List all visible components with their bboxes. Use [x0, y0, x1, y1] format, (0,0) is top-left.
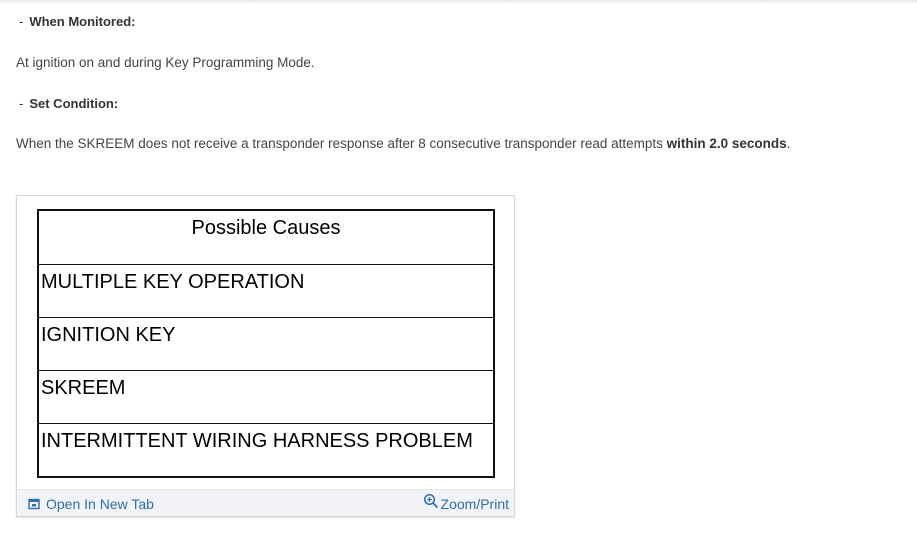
set-condition-text-main: When the SKREEM does not receive a transponder response after 8 consecutive transponder read attempts	[16, 136, 667, 151]
open-in-new-tab-link[interactable]	[28, 496, 154, 512]
open-new-tab-icon	[28, 498, 40, 510]
cause-row: INTERMITTENT WIRING HARNESS PROBLEM	[39, 423, 493, 476]
possible-causes-figure	[16, 195, 515, 517]
zoom-print-link[interactable]	[423, 496, 509, 512]
possible-causes-title: Possible Causes	[191, 217, 341, 239]
set-condition-label: Set Condition:	[29, 96, 119, 111]
top-edge-shadow	[0, 0, 917, 4]
bullet-dash: -	[19, 14, 24, 29]
zoom-in-icon	[423, 493, 439, 509]
when-monitored-text: At ignition on and during Key Programming Mode.	[16, 55, 315, 70]
set-condition-heading	[16, 96, 118, 111]
cause-row: SKREEM	[39, 370, 493, 423]
cause-row: IGNITION KEY	[39, 317, 493, 370]
set-condition-text-emphasis: within 2.0 seconds	[666, 136, 787, 151]
set-condition-text	[16, 136, 790, 151]
set-condition-text-end: .	[786, 136, 791, 151]
bullet-dash: -	[19, 96, 24, 111]
possible-causes-table	[37, 209, 495, 478]
open-in-new-tab-label: Open In New Tab	[46, 496, 154, 512]
zoom-print-label: Zoom/Print	[440, 496, 509, 512]
figure-footer	[17, 489, 514, 516]
when-monitored-heading	[16, 14, 136, 29]
cause-row: MULTIPLE KEY OPERATION	[39, 264, 493, 317]
when-monitored-label: When Monitored:	[29, 14, 136, 29]
